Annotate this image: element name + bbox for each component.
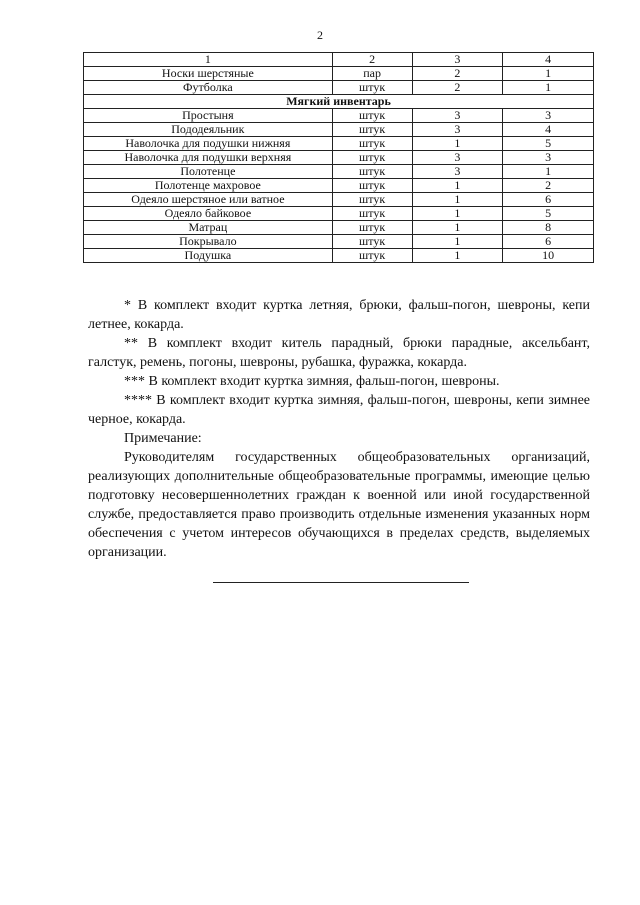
item-name-cell: Полотенце bbox=[84, 165, 333, 179]
footnote-3: *** В комплект входит куртка зимняя, фальш-погон, шевроны. bbox=[124, 374, 500, 389]
quantity-cell: 1 bbox=[412, 221, 503, 235]
unit-cell: штук bbox=[332, 193, 412, 207]
unit-cell: штук bbox=[332, 179, 412, 193]
table-row bbox=[84, 235, 594, 249]
table-row bbox=[84, 165, 594, 179]
note-text: Руководителям государственных общеобразовательных организаций, реализующих дополнительные общеобразовательные программы, имеющие целью подготовку несовершеннолетних граждан к военной или иной государственной службе, предоставляется право производить отдельные изменения указанных норм обеспечения с учетом интересов обучающихся в пределах средств, выделяемых организации. bbox=[88, 450, 590, 560]
quantity-cell: 2 bbox=[412, 81, 503, 95]
quantity-cell: 1 bbox=[412, 179, 503, 193]
term-cell: 6 bbox=[503, 193, 594, 207]
unit-cell: штук bbox=[332, 81, 412, 95]
header-cell: 2 bbox=[332, 53, 412, 67]
item-name-cell: Футболка bbox=[84, 81, 333, 95]
header-cell: 1 bbox=[84, 53, 333, 67]
unit-cell: штук bbox=[332, 221, 412, 235]
unit-cell: пар bbox=[332, 67, 412, 81]
notes-section bbox=[88, 296, 590, 562]
quantity-cell: 2 bbox=[412, 67, 503, 81]
supply-norms-table bbox=[83, 52, 594, 263]
section-row bbox=[84, 95, 594, 109]
footnote-4: **** В комплект входит куртка зимняя, фальш-погон, шевроны, кепи зимнее черное, кокарда. bbox=[88, 393, 590, 427]
table-row bbox=[84, 179, 594, 193]
unit-cell: штук bbox=[332, 165, 412, 179]
unit-cell: штук bbox=[332, 123, 412, 137]
item-name-cell: Покрывало bbox=[84, 235, 333, 249]
quantity-cell: 1 bbox=[412, 249, 503, 263]
table-row bbox=[84, 81, 594, 95]
quantity-cell: 1 bbox=[412, 193, 503, 207]
item-name-cell: Пододеяльник bbox=[84, 123, 333, 137]
item-name-cell: Простыня bbox=[84, 109, 333, 123]
item-name-cell: Наволочка для подушки верхняя bbox=[84, 151, 333, 165]
unit-cell: штук bbox=[332, 109, 412, 123]
table-row bbox=[84, 67, 594, 81]
unit-cell: штук bbox=[332, 235, 412, 249]
table-row bbox=[84, 123, 594, 137]
term-cell: 1 bbox=[503, 67, 594, 81]
quantity-cell: 3 bbox=[412, 123, 503, 137]
table-row bbox=[84, 193, 594, 207]
item-name-cell: Подушка bbox=[84, 249, 333, 263]
unit-cell: штук bbox=[332, 151, 412, 165]
table-row bbox=[84, 109, 594, 123]
quantity-cell: 1 bbox=[412, 207, 503, 221]
footnote-2: ** В комплект входит китель парадный, брюки парадные, аксельбант, галстук, ремень, погоны, шевроны, рубашка, фуражка, кокарда. bbox=[88, 336, 590, 370]
header-cell: 4 bbox=[503, 53, 594, 67]
item-name-cell: Полотенце махровое bbox=[84, 179, 333, 193]
table-header-row bbox=[84, 53, 594, 67]
term-cell: 8 bbox=[503, 221, 594, 235]
term-cell: 4 bbox=[503, 123, 594, 137]
section-title: Мягкий инвентарь bbox=[84, 95, 594, 109]
item-name-cell: Одеяло байковое bbox=[84, 207, 333, 221]
term-cell: 6 bbox=[503, 235, 594, 249]
item-name-cell: Носки шерстяные bbox=[84, 67, 333, 81]
table-row bbox=[84, 207, 594, 221]
note-heading: Примечание: bbox=[124, 431, 202, 446]
quantity-cell: 3 bbox=[412, 109, 503, 123]
table-row bbox=[84, 221, 594, 235]
table-row bbox=[84, 249, 594, 263]
table-row bbox=[84, 151, 594, 165]
unit-cell: штук bbox=[332, 137, 412, 151]
page-number: 2 bbox=[317, 28, 323, 42]
quantity-cell: 1 bbox=[412, 235, 503, 249]
unit-cell: штук bbox=[332, 249, 412, 263]
table-row bbox=[84, 137, 594, 151]
term-cell: 5 bbox=[503, 207, 594, 221]
quantity-cell: 3 bbox=[412, 165, 503, 179]
term-cell: 3 bbox=[503, 109, 594, 123]
item-name-cell: Матрац bbox=[84, 221, 333, 235]
end-divider bbox=[213, 582, 469, 583]
term-cell: 2 bbox=[503, 179, 594, 193]
term-cell: 1 bbox=[503, 165, 594, 179]
item-name-cell: Одеяло шерстяное или ватное bbox=[84, 193, 333, 207]
footnote-1: * В комплект входит куртка летняя, брюки, фальш-погон, шевроны, кепи летнее, кокарда. bbox=[88, 298, 590, 332]
header-cell: 3 bbox=[412, 53, 503, 67]
term-cell: 5 bbox=[503, 137, 594, 151]
term-cell: 10 bbox=[503, 249, 594, 263]
unit-cell: штук bbox=[332, 207, 412, 221]
quantity-cell: 1 bbox=[412, 137, 503, 151]
term-cell: 1 bbox=[503, 81, 594, 95]
term-cell: 3 bbox=[503, 151, 594, 165]
item-name-cell: Наволочка для подушки нижняя bbox=[84, 137, 333, 151]
quantity-cell: 3 bbox=[412, 151, 503, 165]
